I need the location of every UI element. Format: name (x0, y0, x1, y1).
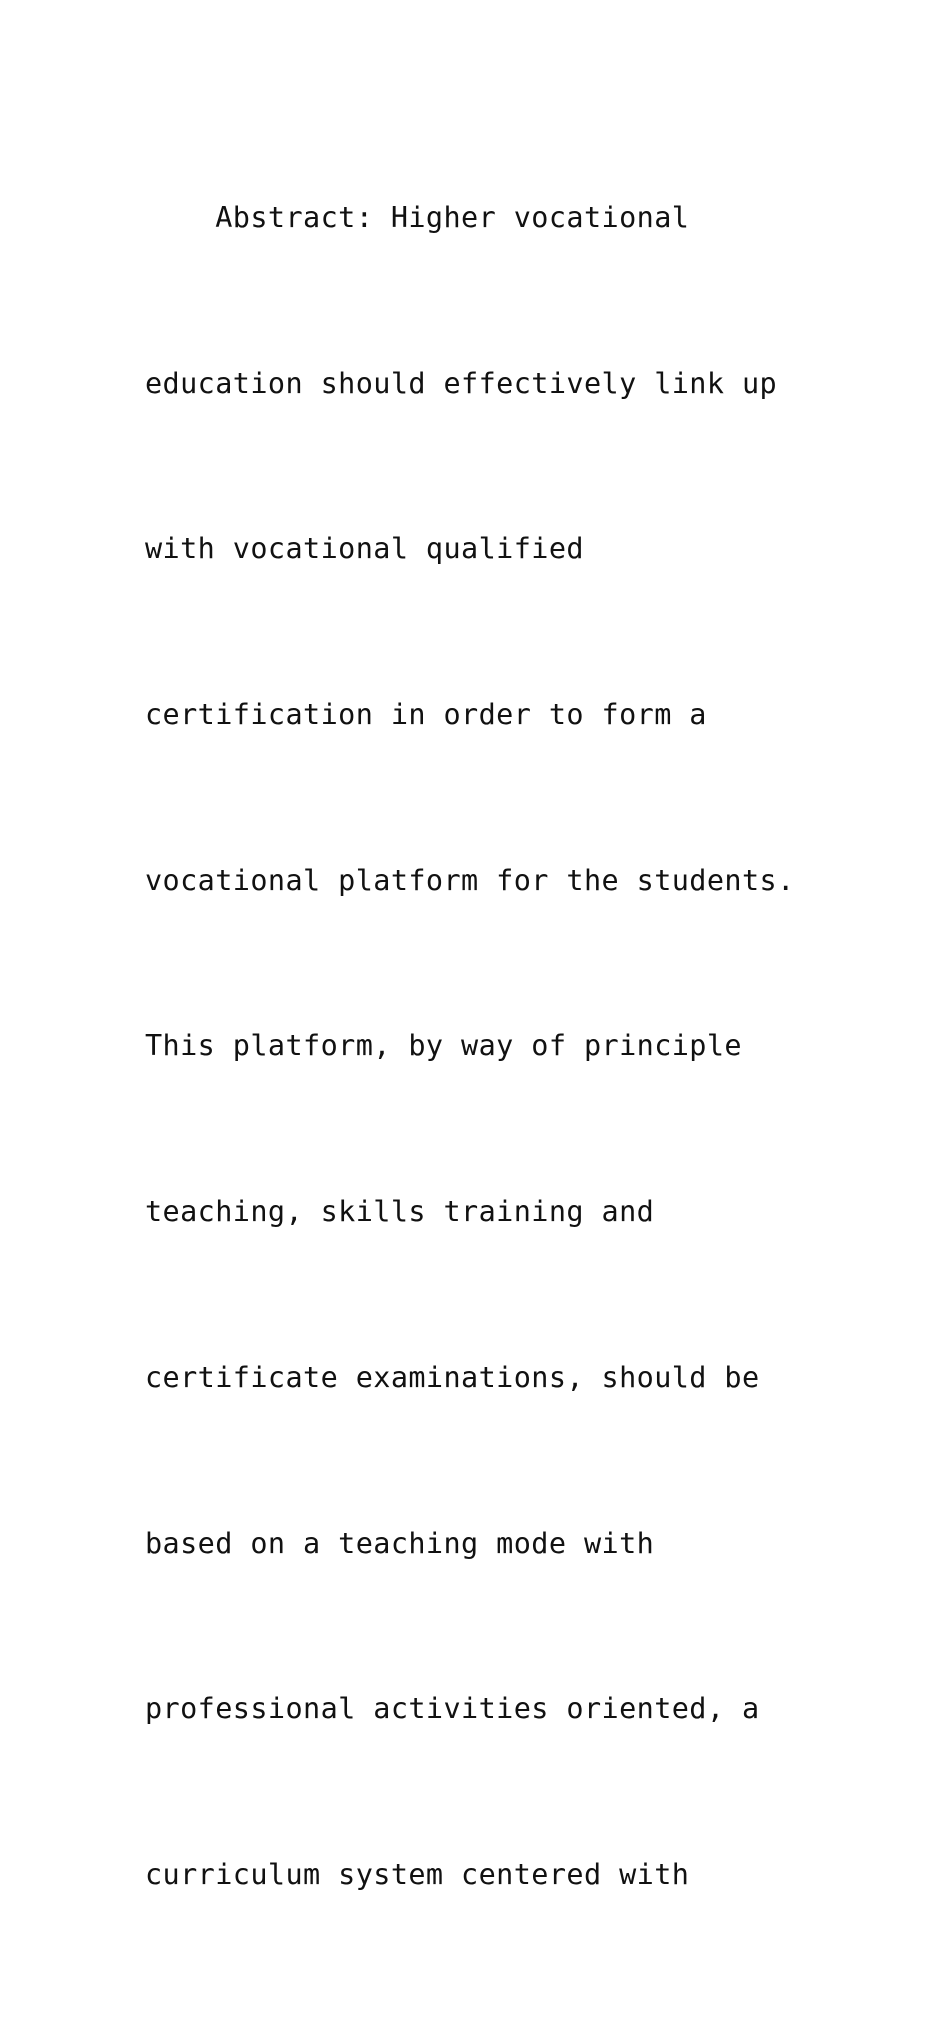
text-line: certificate examinations, should be (145, 1360, 760, 1394)
text-line: vocational platform for the students. (145, 863, 795, 897)
text-line: certification in order to form a (145, 698, 707, 732)
text-line: based on a teaching mode with (145, 1526, 655, 1560)
text-line: education should effectively link up (145, 366, 778, 400)
text-line: with vocational qualified (145, 532, 584, 566)
text-line: teaching, skills training and (145, 1195, 655, 1229)
abstract-text (145, 128, 845, 2017)
text-line: professional activities oriented, a (145, 1692, 760, 1726)
text-line: This platform, by way of principle (145, 1029, 742, 1063)
text-line: curriculum system centered with (145, 1857, 690, 1891)
text-line: Abstract: Higher vocational (145, 201, 690, 234)
